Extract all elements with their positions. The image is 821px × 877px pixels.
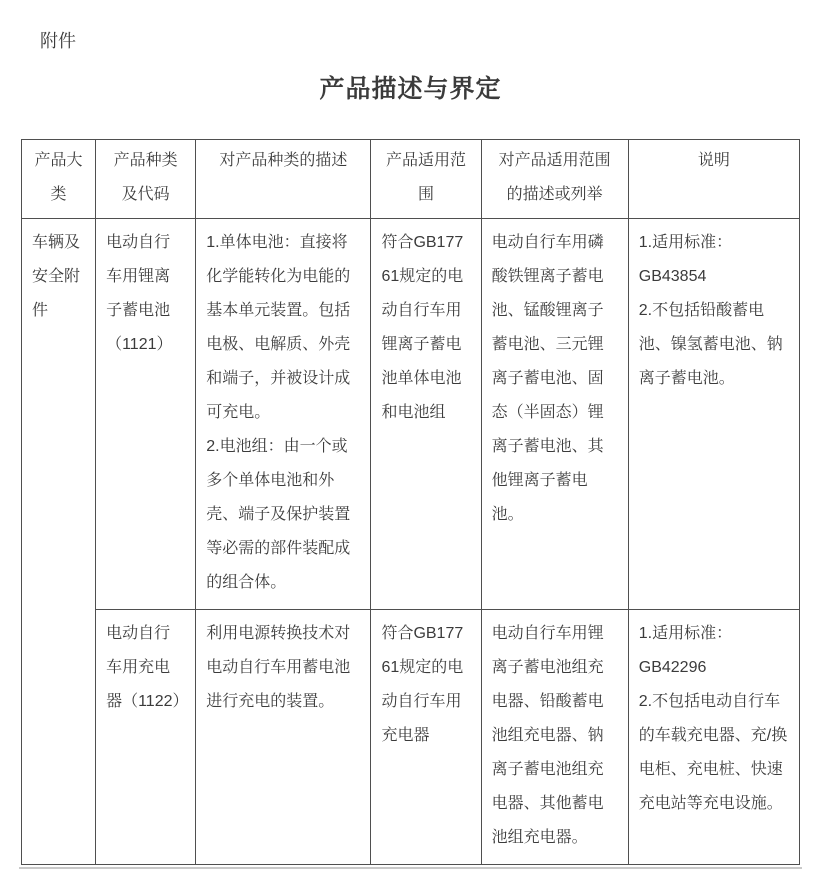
header-line: 产品适用范: [386, 152, 467, 169]
cell-notes: [628, 219, 799, 610]
cell-scope: [371, 219, 481, 610]
header-line: 产品大: [34, 152, 83, 169]
cell-type-desc: [196, 219, 371, 610]
cell-paragraph: 2.不包括铅酸蓄电池、镍氢蓄电池、钠离子蓄电池。: [638, 302, 783, 387]
cell-paragraph: GB43854: [638, 268, 707, 285]
table-row-charger: [22, 610, 800, 865]
cell-paragraph: 1.适用标准：: [638, 625, 733, 642]
cell-paragraph: 电动自行车用磷酸铁锂离子蓄电池、锰酸锂离子蓄电池、三元锂离子蓄电池、固态（半固态）锂离子蓄电池、其他锂离子蓄电池。: [491, 234, 604, 523]
cell-scope-desc: [481, 610, 628, 865]
header-line: 对产品种类的描述: [219, 152, 348, 169]
cell-type-code: [96, 610, 196, 865]
col-header-scope: [371, 140, 481, 219]
header-line: 对产品适用范围: [498, 152, 611, 169]
col-header-notes: [628, 140, 799, 219]
header-line: 及代码: [121, 186, 170, 203]
cell-paragraph: GB42296: [638, 659, 707, 676]
col-header-type-code: [96, 140, 196, 219]
cell-paragraph: 1.单体电池：直接将化学能转化为电能的基本单元装置。包括电极、电解质、外壳和端子，并被设计成可充电。: [206, 234, 351, 421]
cell-paragraph: 符合GB17761规定的电动自行车用充电器: [381, 625, 464, 744]
cell-paragraph: 电动自行车用锂离子蓄电池组充电器、铅酸蓄电池组充电器、钠离子蓄电池组充电器、其他蓄电池组充电器。: [491, 625, 604, 846]
header-line: 产品种类: [113, 152, 178, 169]
cell-paragraph: 利用电源转换技术对电动自行车用蓄电池进行充电的装置。: [206, 625, 351, 710]
cell-paragraph: 2.不包括电动自行车的车载充电器、充/换电柜、充电桩、快速充电站等充电设施。: [638, 693, 788, 812]
cell-notes: [628, 610, 799, 865]
header-line: 围: [418, 186, 435, 203]
header-row: [22, 140, 800, 219]
cell-scope: [371, 610, 481, 865]
cell-type-desc: [196, 610, 371, 865]
col-header-category: [22, 140, 96, 219]
attachment-label: 附件: [40, 31, 76, 51]
cell-paragraph: 2.电池组：由一个或多个单体电池和外壳、端子及保护装置等必需的部件装配成的组合体。: [206, 438, 351, 591]
cell-type-code: [96, 219, 196, 610]
page-edge-shadow: [19, 867, 802, 869]
header-line: 的描述或列举: [506, 186, 603, 203]
col-header-scope-desc: [481, 140, 628, 219]
cell-category: [22, 219, 96, 865]
product-definition-table: [21, 139, 800, 865]
page-title: 产品描述与界定: [319, 75, 502, 103]
cell-paragraph: 电动自行车用锂离子蓄电池（1121）: [106, 234, 173, 353]
cell-paragraph: 符合GB17761规定的电动自行车用锂离子蓄电池单体电池和电池组: [381, 234, 464, 421]
header-line: 类: [50, 186, 67, 203]
table-row-battery: [22, 219, 800, 610]
cell-paragraph: 1.适用标准：: [638, 234, 733, 251]
header-line: 说明: [697, 152, 730, 169]
col-header-type-desc: [196, 140, 371, 219]
cell-scope-desc: [481, 219, 628, 610]
cell-paragraph: 电动自行车用充电器（1122）: [106, 625, 189, 710]
cell-paragraph: 车辆及安全附件: [32, 234, 81, 319]
